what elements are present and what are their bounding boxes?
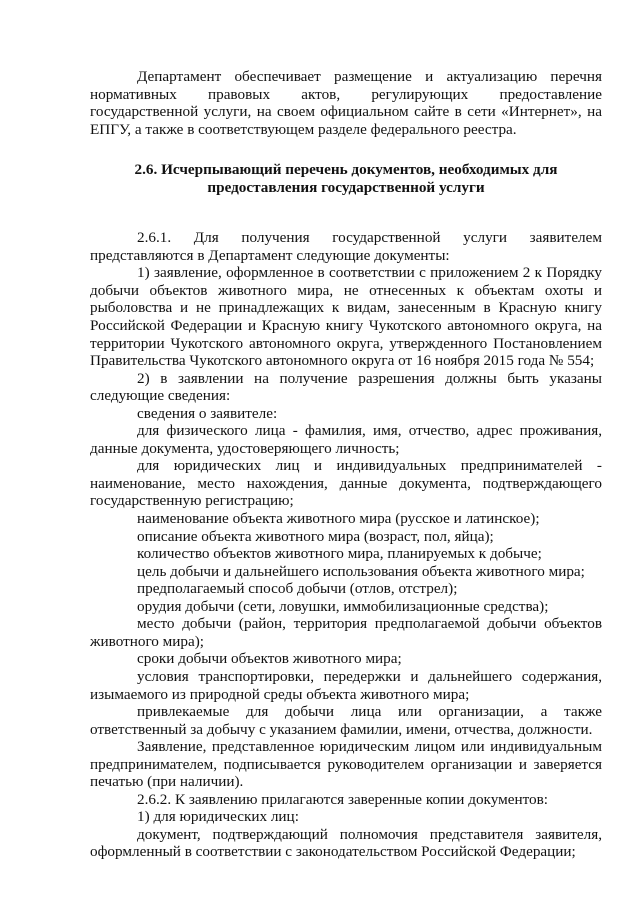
paragraph-purpose: цель добычи и дальнейшего использования объекта животного мира; xyxy=(137,562,585,580)
paragraph-legal-entities: для юридических лиц и индивидуальных предпринимателей - наименование, место нахождения, данные документа, подтверждающего государственную регистрацию; xyxy=(90,457,602,510)
paragraph-terms: сроки добычи объектов животного мира; xyxy=(137,650,402,668)
paragraph-item-1-application: 1) заявление, оформленное в соответствии с приложением 2 к Порядку добычи объектов животного мира, не отнесенных к объектам охоты и рыболовства и не принадлежащих к видам, занесенным в Красную книгу Российской Федерации и Красную книгу Чукотского автономного округа, на территории Чукотского автономного округа, утвержденного Постановлением Правительства Чукотского автономного округа от 16 ноября 2015 года № 554; xyxy=(90,264,602,370)
paragraph-animal-quantity: количество объектов животного мира, планируемых к добыче; xyxy=(137,545,542,563)
section-heading-line-1: 2.6. Исчерпывающий перечень документов, необходимых для xyxy=(134,161,558,179)
paragraph-animal-name: наименование объекта животного мира (русское и латинское); xyxy=(137,510,540,528)
paragraph-2-6-1-first-line: 2.6.1. Для получения государственной услуги заявителем xyxy=(137,229,602,247)
paragraph-applicant-info: сведения о заявителе: xyxy=(137,404,278,422)
paragraph-legal-entities-docs: 1) для юридических лиц: xyxy=(137,808,299,826)
intro-paragraph: Департамент обеспечивает размещение и актуализацию перечня нормативных правовых актов, регулирующих предоставление государственной услуги, на своем официальном сайте в сети «Интернет», на ЕПГУ, а также в соответствующем разделе федерального реестра. xyxy=(90,68,602,138)
section-heading xyxy=(90,161,602,196)
document-body xyxy=(90,68,602,861)
paragraph-animal-description: описание объекта животного мира (возраст, пол, яйца); xyxy=(137,527,494,545)
paragraph-authority-document: документ, подтверждающий полномочия представителя заявителя, оформленный в соответствии с законодательством Российской Федерации; xyxy=(90,825,602,861)
paragraph-2-6-2: 2.6.2. К заявлению прилагаются заверенные копии документов: xyxy=(137,790,548,808)
paragraph-tools: орудия добычи (сети, ловушки, иммобилизационные средства); xyxy=(137,597,549,615)
paragraph-method: предполагаемый способ добычи (отлов, отстрел); xyxy=(137,580,458,598)
paragraph-item-2-required-info: 2) в заявлении на получение разрешения должны быть указаны следующие сведения: xyxy=(90,369,602,405)
paragraph-individual: для физического лица - фамилия, имя, отчество, адрес проживания, данные документа, удостоверяющего личность; xyxy=(90,422,602,457)
paragraph-place: место добычи (район, территория предполагаемой добычи объектов животного мира); xyxy=(90,615,602,650)
paragraph-persons-involved: привлекаемые для добычи лица или организации, а также ответственный за добычу с указанием фамилии, имени, отчества, должности. xyxy=(90,703,602,738)
section-heading-line-2: предоставления государственной услуги xyxy=(207,178,485,196)
paragraph-transport-conditions: условия транспортировки, передержки и дальнейшего содержания, изымаемого из природной среды объекта животного мира; xyxy=(90,667,602,703)
paragraph-signature-requirement: Заявление, представленное юридическим лицом или индивидуальным предпринимателем, подписывается руководителем организации и заверяется печатью (при наличии). xyxy=(90,738,602,791)
paragraph-2-6-1-continuation: представляются в Департамент следующие документы: xyxy=(90,246,450,264)
